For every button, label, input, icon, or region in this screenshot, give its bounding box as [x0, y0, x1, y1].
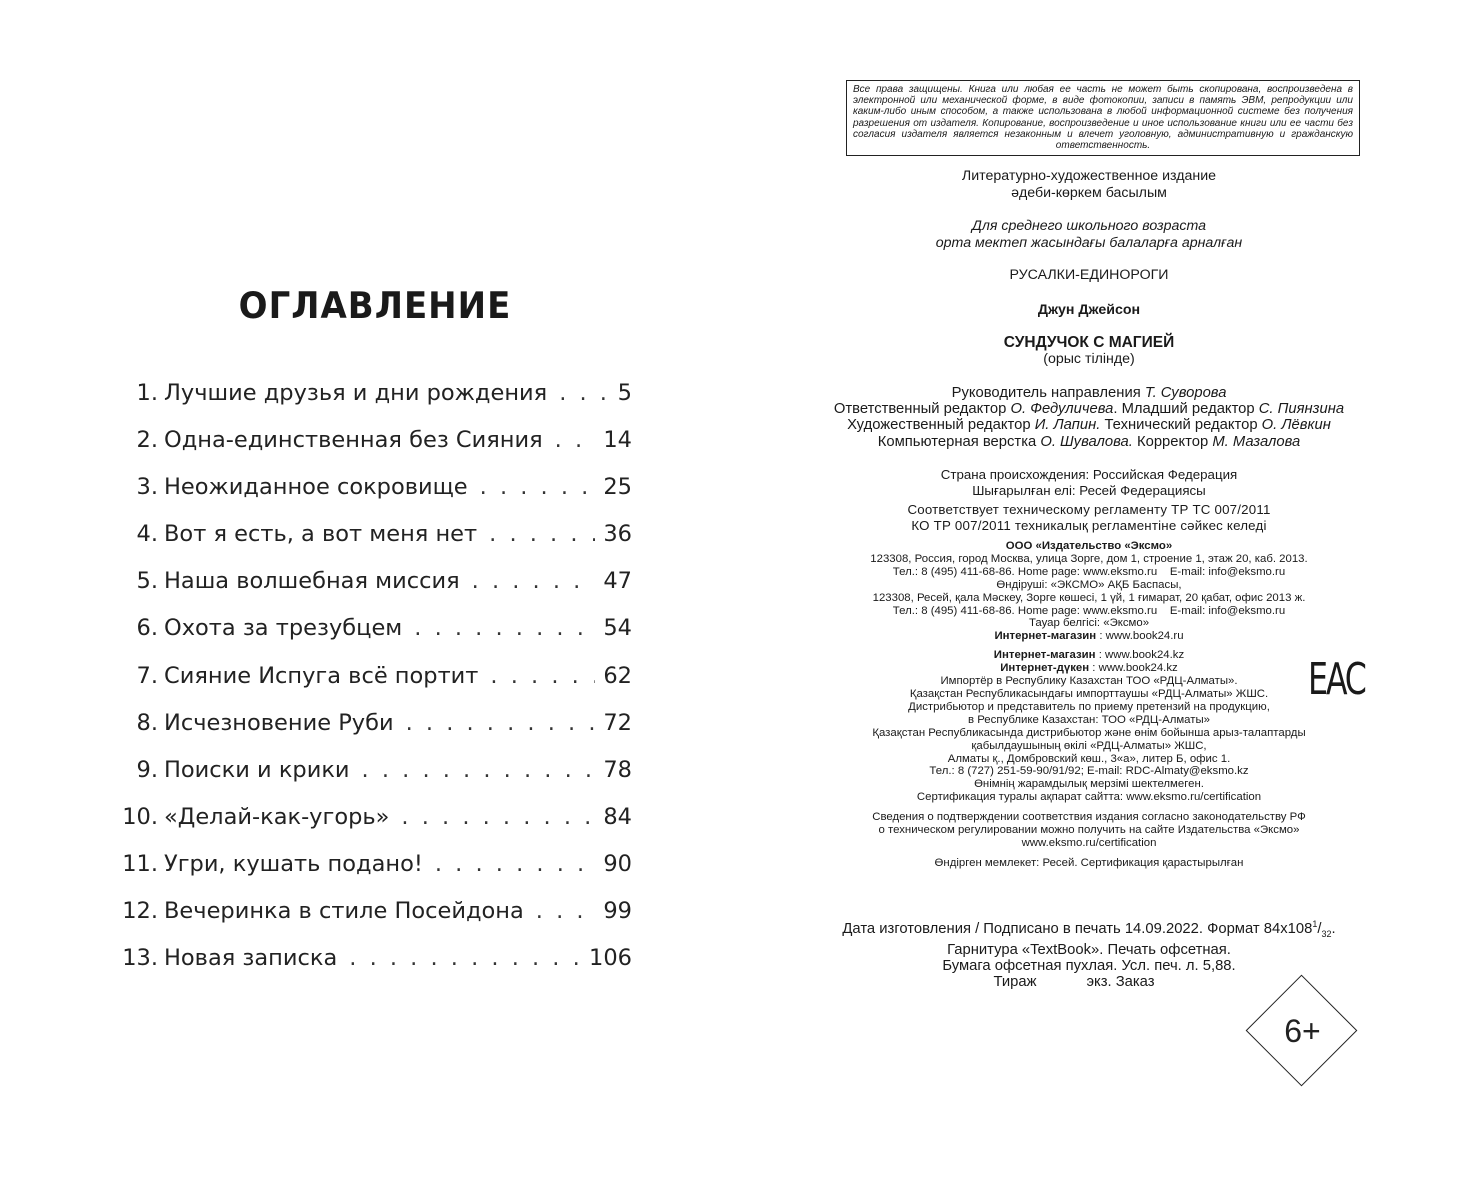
toc-entry-page: 99: [603, 898, 632, 925]
age-rating-badge: [1246, 975, 1359, 1088]
toc-entry-number: 12.: [122, 898, 158, 925]
toc-entry-number: 9.: [136, 756, 158, 783]
toc-entry: [118, 663, 632, 710]
toc-entry-title: Новая записка: [164, 945, 338, 972]
toc-entry: [118, 804, 632, 851]
book-title: СУНДУЧОК С МАГИЕЙ: [1003, 334, 1175, 351]
distribution-line: в Республике Казахстан: ТОО «РДЦ-Алматы»: [967, 713, 1210, 726]
distribution-line: Сертификация туралы ақпарат сайтта: www.eksmo.ru/certification: [916, 791, 1262, 804]
certification-block: [800, 811, 1378, 850]
toc-entry-title: Сияние Испуга всё портит: [164, 662, 479, 689]
toc-entry-number: 10.: [122, 803, 158, 830]
toc-entry: [118, 427, 632, 474]
toc-entry: [118, 380, 632, 427]
toc-leader-dots: [489, 521, 595, 547]
toc-entry: [118, 851, 632, 898]
publisher-kz-address: 123308, Ресей, қала Мәскеу, Зорге көшесі, 1 үй, 1 ғимарат, 20 қабат, офис 2013 ж.: [872, 591, 1306, 604]
toc-entry-number: 11.: [122, 850, 158, 877]
toc-entry-title: Исчезновение Руби: [164, 709, 394, 736]
toc-entry: [118, 757, 632, 804]
distribution-line: Қазақстан Республикасындағы импорттаушы «РДЦ-Алматы» ЖШС.: [909, 687, 1269, 700]
toc-leader-dots: [536, 898, 596, 924]
shop-kz: Интернет-магазин : www.book24.kz: [993, 649, 1185, 662]
toc-entry: [118, 521, 632, 568]
certification-line: о техническом регулировании можно получить на сайте Издательства «Эксмо»: [878, 824, 1300, 837]
toc-entry-page: 25: [603, 474, 632, 501]
toc-leader-dots: [401, 804, 595, 830]
toc-entry-page: 90: [603, 850, 632, 877]
toc-entry-number: 4.: [136, 521, 158, 548]
toc-entry-number: 2.: [136, 427, 158, 454]
producer-country: Өндірген мемлекет: Ресей. Сертификация қарастырылған: [934, 856, 1244, 869]
toc-entry: [118, 615, 632, 662]
distribution-line: Қазақстан Республикасында дистрибьютор және өнім бойынша арыз-талаптарды: [872, 726, 1306, 739]
age-group-block: [800, 218, 1378, 252]
toc-leader-dots: [555, 427, 596, 453]
toc-entry-number: 13.: [122, 945, 158, 972]
toc-entry-title: Неожиданное сокровище: [164, 474, 468, 501]
toc-leader-dots: [472, 568, 596, 594]
imprint-page: [800, 0, 1378, 1182]
publisher-kz-name: Өндіруші: «ЭКСМО» АҚБ Баспасы,: [996, 578, 1182, 591]
staff-line-2: Ответственный редактор О. Федуличева. Младший редактор С. Пиянзина: [833, 401, 1345, 418]
age-rating-label: 6+: [1284, 1013, 1321, 1049]
toc-entry-title: Вот я есть, а вот меня нет: [164, 521, 478, 548]
shop-kz-2: Интернет-дүкен : www.book24.kz: [1000, 662, 1178, 675]
toc-leader-dots: [435, 851, 595, 877]
distribution-line: қабылдаушының өкілі «РДЦ-Алматы» ЖШС,: [971, 739, 1207, 752]
distribution-line: Алматы қ., Домбровский көш., 3«а», литер Б, офис 1.: [947, 752, 1231, 765]
toc-leader-dots: [480, 474, 596, 500]
origin-ru: Страна происхождения: Российская Федерация: [940, 467, 1238, 482]
staff-line-3: Художественный редактор И. Лапин. Технический редактор О. Лёвкин: [847, 417, 1331, 434]
distribution-line: Тел.: 8 (727) 251-59-90/91/92; E-mail: RDC-Almaty@eksmo.kz: [929, 765, 1249, 778]
print-line-2: Гарнитура «TextBook». Печать офсетная.: [947, 942, 1231, 959]
toc-entry-title: Угри, кушать подано!: [164, 850, 423, 877]
regulation-ru: Соответствует техническому регламенту ТР ТС 007/2011: [907, 502, 1271, 517]
toc-entry: [118, 474, 632, 521]
toc-entry-title: Одна-единственная без Сияния: [164, 427, 543, 454]
toc-entry-page: 106: [589, 945, 632, 972]
age-ru: Для среднего школьного возраста: [971, 218, 1207, 234]
publisher-address: 123308, Россия, город Москва, улица Зорге, дом 1, строение 1, этаж 20, каб. 2013.: [870, 552, 1308, 565]
toc-entry-page: 78: [603, 756, 632, 783]
toc-entry-page: 72: [603, 709, 632, 736]
staff-line-4: Компьютерная верстка О. Шувалова. Корректор М. Мазалова: [877, 433, 1301, 450]
toc-entry-page: 14: [603, 427, 632, 454]
toc-entry-number: 8.: [136, 709, 158, 736]
toc-entry-page: 47: [603, 568, 632, 595]
certification-line: Сведения о подтверждении соответствия издания согласно законодательству РФ: [872, 811, 1306, 824]
toc-entry-title: Поиски и крики: [164, 756, 350, 783]
age-kz: орта мектеп жасындағы балаларға арналған: [935, 235, 1243, 251]
print-line-3: Бумага офсетная пухлая. Усл. печ. л. 5,88.: [942, 958, 1236, 975]
toc-leader-dots: [349, 945, 581, 971]
toc-title: ОГЛАВЛЕНИЕ: [238, 284, 512, 328]
distribution-line: Дистрибьютор и представитель по приему претензий на продукцию,: [908, 700, 1270, 713]
toc-entry-number: 1.: [136, 380, 158, 406]
distribution-line: Импортёр в Республику Казахстан ТОО «РДЦ-Алматы».: [940, 675, 1238, 688]
toc-entry-title: Вечеринка в стиле Посейдона: [164, 898, 524, 925]
toc-entry-number: 6.: [136, 615, 158, 642]
toc-entry-title: Наша волшебная миссия: [164, 568, 460, 595]
toc-entry: [118, 710, 632, 757]
publisher-contacts: Тел.: 8 (495) 411-68-86. Home page: www.eksmo.ru E-mail: info@eksmo.ru: [892, 565, 1286, 578]
rights-notice: Все права защищены. Книга или любая ее часть не может быть скопирована, воспроизведена в электронной или механической форме, в виде фотокопии, записи в память ЭВМ, репродукции или каким-либо иным способом, а также использована в любой информационной системе без получения разрешения от издателя. Копирование, воспроизведение и иное использование книги или ее части без согласия издателя является незаконным и влечет уголовную, административную и гражданскую ответственность.: [846, 80, 1360, 156]
trademark: Тауар белгісі: «Эксмо»: [1028, 617, 1150, 630]
genre-ru: Литературно-художественное издание: [961, 168, 1217, 184]
toc-leader-dots: [559, 380, 609, 406]
genre-kz: әдеби-көркем басылым: [1011, 185, 1167, 201]
toc-entry-title: Охота за трезубцем: [164, 615, 403, 642]
author-name: Джун Джейсон: [1037, 302, 1141, 318]
publisher-kz-contacts: Тел.: 8 (495) 411-68-86. Home page: www.eksmo.ru E-mail: info@eksmo.ru: [892, 604, 1286, 617]
staff-line-1: Руководитель направления Т. Суворова: [951, 385, 1227, 401]
toc-entry-page: 36: [603, 521, 632, 548]
toc-entry: [118, 898, 632, 945]
toc-entry-page: 5: [617, 380, 632, 406]
distribution-line: Өнімнің жарамдылық мерзімі шектелмеген.: [974, 778, 1204, 791]
toc-leader-dots: [490, 663, 595, 689]
distribution-block: [800, 675, 1378, 804]
toc-entry-page: 62: [603, 662, 632, 689]
toc-entry-title: «Делай-как-угорь»: [164, 803, 390, 830]
title-block: [800, 334, 1378, 368]
toc-leader-dots: [414, 615, 595, 641]
toc-leader-dots: [406, 710, 596, 736]
regulation-block: [800, 502, 1378, 534]
staff-block: [800, 385, 1378, 450]
toc-leader-dots: [362, 757, 596, 783]
toc-entry-number: 7.: [136, 662, 158, 689]
origin-kz: Шығарылған елі: Ресей Федерациясы: [972, 483, 1206, 498]
genre-block: [800, 168, 1378, 202]
toc-entry-page: 54: [603, 615, 632, 642]
origin-block: [800, 467, 1378, 499]
publisher-block: [800, 540, 1378, 870]
toc-list: [118, 380, 632, 992]
toc-entry: [118, 945, 632, 992]
print-line-1: Дата изготовления / Подписано в печать 14.09.2022. Формат $84x108^1/_{32}$.: [842, 919, 1336, 939]
certification-line: www.eksmo.ru/certification: [1021, 836, 1157, 849]
eac-mark: EAC: [1308, 654, 1365, 705]
toc-entry-number: 3.: [136, 474, 158, 501]
series-name: РУСАЛКИ-ЕДИНОРОГИ: [1009, 267, 1169, 283]
shop-ru: Интернет-магазин : www.book24.ru: [994, 630, 1184, 643]
publisher-name: ООО «Издательство «Эксмо»: [1005, 540, 1173, 552]
toc-entry-number: 5.: [136, 568, 158, 595]
print-line-4: Тираж экз. Заказ: [993, 974, 1155, 991]
toc-entry-page: 84: [603, 803, 632, 830]
toc-entry-title: Лучшие друзья и дни рождения: [164, 380, 548, 406]
toc-entry: [118, 568, 632, 615]
regulation-kz: КО ТР 007/2011 техникалық регламентіне сәйкес келеді: [911, 518, 1267, 533]
language-note: (орыс тілінде): [1043, 351, 1135, 367]
